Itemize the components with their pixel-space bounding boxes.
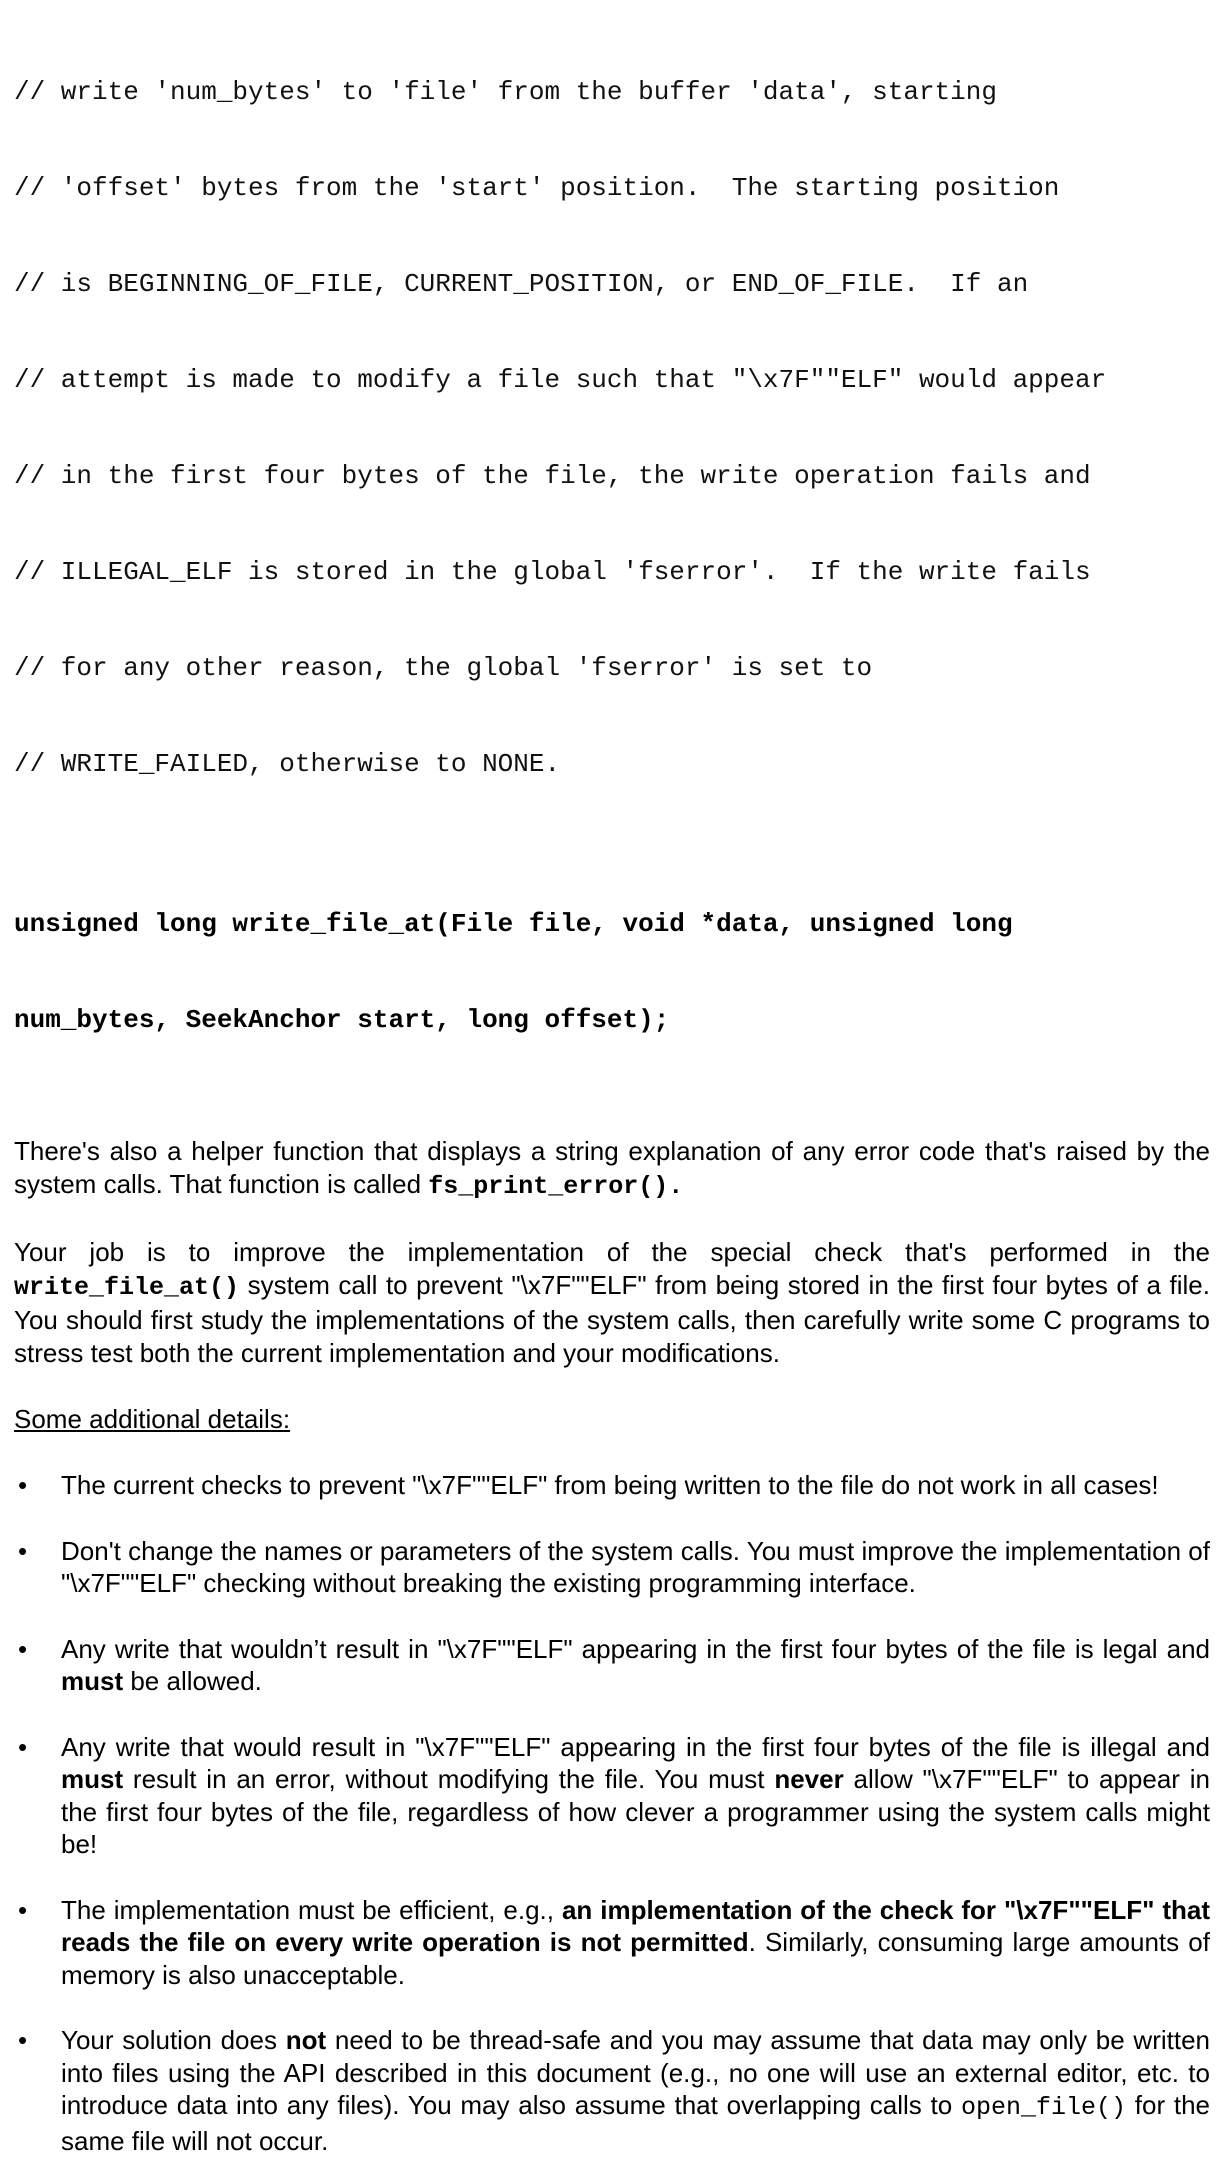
bullet-marker: •: [18, 1535, 28, 1566]
job-paragraph: [14, 1236, 1210, 1370]
bullet-text: Any write that would result in "\x7F""ELF" appearing in the first four bytes of the file is illegal and: [61, 1731, 1210, 1762]
bullet-text: The current checks to prevent "\x7F""ELF" from being written to the file do not work in all cases!: [61, 1470, 1159, 1500]
bullet-text: need to be thread-safe and you may assume that data may only be written into files using the API described in this document (e.g., no one will use an external editor, etc. to introduce data into any files). You may also assume that overlapping calls to: [61, 2025, 1211, 2120]
bullet-text: Your solution does: [61, 2025, 286, 2055]
code-comment-block: [14, 12, 1210, 844]
bullet-marker: •: [18, 1633, 28, 1664]
bullet-text: be allowed.: [123, 1666, 262, 1696]
comment-line: // ILLEGAL_ELF is stored in the global 'fserror'. If the write fails: [14, 557, 1091, 587]
details-heading: Some additional details:: [14, 1404, 291, 1434]
bullet-emphasis: never: [774, 1764, 844, 1794]
comment-line: // attempt is made to modify a file such that "\x7F""ELF" would appear: [14, 365, 1107, 395]
comment-line: // 'offset' bytes from the 'start' position. The starting position: [14, 173, 1060, 203]
bullet-text: Don't change the names or parameters of the system calls. You must improve the implementation of "\x7F""ELF" checking without breaking the existing programming interface.: [61, 1535, 1210, 1598]
signature-line-1: unsigned long write_file_at(File file, void *data, unsigned long: [14, 909, 1013, 939]
bullet-marker: •: [18, 1894, 28, 1925]
list-item: [14, 1469, 1210, 1502]
document-page: [14, 12, 1210, 2157]
helper-function-code: fs_print_error().: [428, 1172, 684, 1201]
helper-text: There's also a helper function that displays a string explanation of any error code that's raised by the system calls. That function is called: [14, 1136, 1210, 1199]
list-item: [14, 2024, 1210, 2157]
bullet-text: for the same file will not occur.: [61, 2090, 1210, 2156]
signature-line-2: num_bytes, SeekAnchor start, long offset);: [14, 1005, 670, 1035]
comment-line: // is BEGINNING_OF_FILE, CURRENT_POSITION, or END_OF_FILE. If an: [14, 269, 1029, 299]
comment-line: // for any other reason, the global 'fserror' is set to: [14, 653, 873, 683]
comment-line: // write 'num_bytes' to 'file' from the buffer 'data', starting: [14, 77, 997, 107]
comment-line: // in the first four bytes of the file, the write operation fails and: [14, 461, 1091, 491]
function-signature: [14, 844, 1210, 1100]
job-function-code: write_file_at(): [14, 1273, 240, 1302]
list-item: [14, 1633, 1210, 1698]
bullet-text: The implementation must be efficient, e.g.,: [61, 1894, 562, 1925]
bullet-text: result in an error, without modifying the file. You must: [123, 1764, 775, 1794]
bullet-emphasis: not: [285, 2025, 327, 2055]
bullet-emphasis: must: [61, 1666, 124, 1696]
bullet-marker: •: [18, 1731, 28, 1762]
bullet-text: allow "\x7F""ELF" to appear in the first four bytes of the file, regardless of how clever a programmer using the system calls might be!: [61, 1764, 1210, 1859]
job-text-2: system call to prevent "\x7F""ELF" from being stored in the first four bytes of a file. You should first study the implementations of the system calls, then carefully write some C programs to stress test both the current implementation and your modifications.: [14, 1270, 1210, 1368]
bullet-marker: •: [18, 1470, 28, 1500]
bullet-emphasis: must: [61, 1764, 124, 1794]
comment-line: // WRITE_FAILED, otherwise to NONE.: [14, 749, 561, 779]
bullet-emphasis: an implementation of the check for "\x7F""ELF" that reads the file on every write operation is not permitted: [61, 1894, 1210, 1957]
bullet-marker: •: [18, 2025, 28, 2055]
bullet-text: . Similarly, consuming large amounts of memory is also unacceptable.: [61, 1927, 1210, 1990]
list-item: [14, 1535, 1210, 1600]
inline-code: open_file(): [960, 2093, 1127, 2122]
job-text-1: Your job is to improve the implementation of the special check that's performed in the: [14, 1237, 1210, 1267]
helper-paragraph: [14, 1135, 1210, 1203]
bullet-text: Any write that wouldn’t result in "\x7F""ELF" appearing in the first four bytes of the file is legal and: [61, 1633, 1210, 1664]
list-item: [14, 1894, 1210, 1992]
details-list: [14, 1469, 1210, 2157]
list-item: [14, 1731, 1210, 1861]
